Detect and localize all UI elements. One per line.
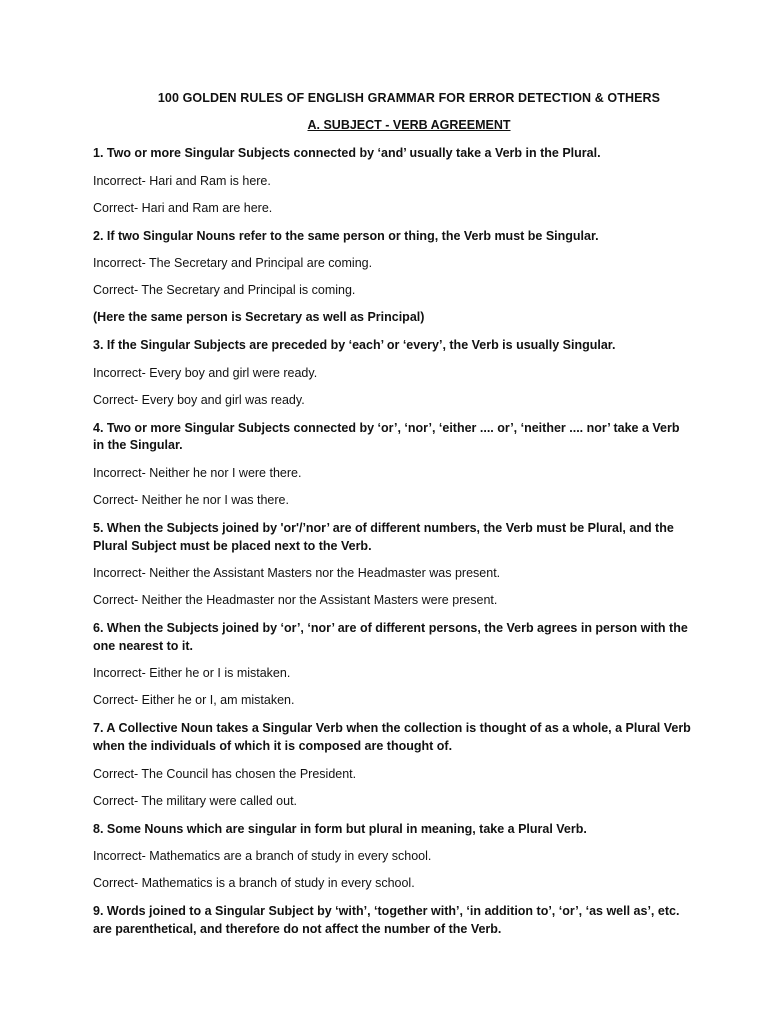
rule-2-example-correct: [93, 283, 693, 299]
example-sentence: Neither the Assistant Masters nor the Headmaster was present.: [149, 566, 501, 581]
example-sentence: The Secretary and Principal are coming.: [149, 256, 373, 271]
example-label: Incorrect-: [93, 566, 146, 581]
rule-8-example-correct: [93, 876, 693, 892]
example-label: Incorrect-: [93, 173, 146, 188]
rule-1: 1. Two or more Singular Subjects connected by ‘and’ usually take a Verb in the Plural.: [93, 146, 601, 160]
example-sentence: Neither he nor I were there.: [149, 466, 302, 481]
example-sentence: Mathematics are a branch of study in every school.: [149, 849, 432, 864]
rule-5: 5. When the Subjects joined by 'or'/’nor’ are of different numbers, the Verb must be Plural, and the Plural Subject must be placed next to the Verb.: [93, 521, 674, 553]
example-sentence: Mathematics is a branch of study in every school.: [141, 876, 415, 891]
example-label: Correct-: [93, 283, 139, 298]
example-label: Correct-: [93, 493, 139, 508]
example-sentence: Neither the Headmaster nor the Assistant Masters were present.: [141, 593, 498, 608]
rule-4: 4. Two or more Singular Subjects connected by ‘or’, ‘nor’, ‘either .... or’, ‘neither .... nor’ take a Verb in the Singular.: [93, 420, 680, 453]
example-sentence: Either he or I, am mistaken.: [141, 693, 295, 708]
rule-7-example-correct-1: [93, 767, 693, 783]
example-sentence: The Council has chosen the President.: [141, 766, 357, 781]
example-sentence: Either he or I is mistaken.: [149, 666, 291, 681]
rule-2: 2. If two Singular Nouns refer to the same person or thing, the Verb must be Singular.: [93, 228, 599, 243]
rule-1-example-incorrect: [93, 174, 693, 190]
example-label: Correct-: [93, 392, 139, 407]
example-sentence: Hari and Ram is here.: [149, 173, 271, 188]
rule-7: 7. A Collective Noun takes a Singular Verb when the collection is thought of as a whole, a Plural Verb when the individuals of which it is composed are thought of.: [93, 721, 691, 753]
rule-6-example-correct: [93, 693, 693, 709]
rule-7-example-correct-2: [93, 794, 693, 810]
rule-6: 6. When the Subjects joined by ‘or’, ‘nor’ are of different persons, the Verb agrees in person with the one nearest to it.: [93, 621, 688, 653]
example-label: Incorrect-: [93, 666, 146, 681]
example-sentence: Every boy and girl was ready.: [141, 392, 305, 407]
example-sentence: The Secretary and Principal is coming.: [141, 283, 356, 298]
rule-9: 9. Words joined to a Singular Subject by ‘with’, ‘together with’, ‘in addition to’, ‘or’, ‘as well as’, etc. are parenthetical, and therefore do not affect the number of the Verb.: [93, 904, 680, 936]
rule-3: 3. If the Singular Subjects are preceded by ‘each’ or ‘every’, the Verb is usually Singular.: [93, 338, 616, 353]
example-label: Correct-: [93, 693, 139, 708]
example-sentence: Hari and Ram are here.: [141, 200, 273, 215]
rule-8-example-incorrect: [93, 849, 693, 865]
rule-5-example-correct: [93, 593, 693, 609]
rule-3-example-incorrect: [93, 366, 693, 382]
example-label: Incorrect-: [93, 466, 146, 481]
rule-3-example-correct: [93, 393, 693, 409]
example-sentence: The military were called out.: [141, 793, 298, 808]
example-label: Incorrect-: [93, 849, 146, 864]
rule-4-example-incorrect: [93, 466, 693, 482]
example-label: Correct-: [93, 876, 139, 891]
example-label: Correct-: [93, 766, 139, 781]
rule-5-example-incorrect: [93, 566, 693, 582]
example-label: Correct-: [93, 200, 139, 215]
rule-2-note: (Here the same person is Secretary as well as Principal): [93, 310, 425, 325]
rule-2-example-incorrect: [93, 256, 693, 272]
example-label: Incorrect-: [93, 256, 146, 271]
example-sentence: Every boy and girl were ready.: [149, 365, 318, 380]
example-label: Incorrect-: [93, 365, 146, 380]
rules-content: [93, 145, 693, 949]
rule-4-example-correct: [93, 493, 693, 509]
example-label: Correct-: [93, 593, 139, 608]
rule-1-example-correct: [93, 201, 693, 217]
section-heading: A. SUBJECT - VERB AGREEMENT: [307, 118, 511, 132]
document-title: 100 GOLDEN RULES OF ENGLISH GRAMMAR FOR ERROR DETECTION & OTHERS: [157, 91, 661, 105]
rule-6-example-incorrect: [93, 666, 693, 682]
rule-8: 8. Some Nouns which are singular in form but plural in meaning, take a Plural Verb.: [93, 821, 587, 836]
example-sentence: Neither he nor I was there.: [141, 493, 289, 508]
example-label: Correct-: [93, 793, 139, 808]
